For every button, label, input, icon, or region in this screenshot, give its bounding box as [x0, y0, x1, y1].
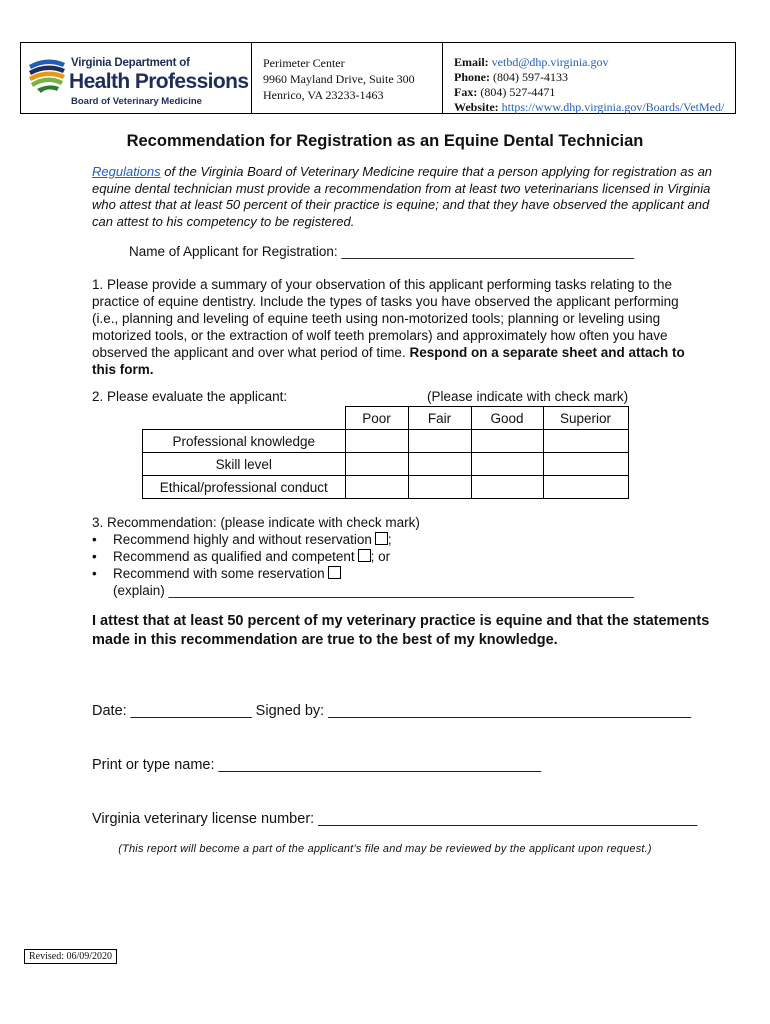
option-highly-suffix: ;	[387, 532, 392, 547]
logo-line-3: Board of Veterinary Medicine	[71, 96, 202, 107]
attestation-statement: I attest that at least 50 percent of my veterinary practice is equine and that the statements made in this recommendation are true to the best of my knowledge.	[92, 613, 710, 648]
license-number-field[interactable]: Virginia veterinary license number: _______________________________________________	[92, 811, 698, 827]
check-cell[interactable]	[345, 476, 408, 499]
bullet: •	[92, 566, 97, 581]
address-line-2: 9960 Mayland Drive, Suite 300	[263, 72, 415, 86]
column-fair: Fair	[408, 407, 471, 430]
checkbox-reservation[interactable]	[328, 566, 341, 579]
header-empty-cell	[143, 407, 346, 430]
table-row	[143, 476, 629, 499]
bullet: •	[92, 549, 97, 564]
date-signed-by-field[interactable]: Date: _______________ Signed by: _____________________________________________	[92, 703, 692, 719]
dhp-logo-icon	[27, 53, 67, 103]
column-poor: Poor	[345, 407, 408, 430]
print-name-field[interactable]: Print or type name: ________________________________________	[92, 757, 542, 773]
table-row	[143, 453, 629, 476]
email-link[interactable]: vetbd@dhp.virginia.gov	[491, 55, 609, 69]
form-title: Recommendation for Registration as an Equine Dental Technician	[126, 132, 644, 150]
question-3	[92, 514, 634, 599]
question-1-instruction: Respond on a separate sheet and attach to this form.	[92, 345, 685, 377]
check-cell[interactable]	[543, 453, 628, 476]
checkbox-highly[interactable]	[375, 532, 388, 545]
fax-value: (804) 527-4471	[480, 85, 556, 99]
contact-cell	[442, 43, 735, 113]
contact-block	[454, 55, 724, 115]
check-cell[interactable]	[543, 476, 628, 499]
website-label: Website:	[454, 100, 499, 114]
email-label: Email:	[454, 55, 489, 69]
question-2-hint: (Please indicate with check mark)	[427, 389, 629, 404]
letterhead	[20, 42, 736, 114]
row-label-skill-level: Skill level	[143, 453, 346, 476]
website-link[interactable]: https://www.dhp.virginia.gov/Boards/VetMed/	[501, 100, 725, 114]
address-line-1: Perimeter Center	[263, 56, 345, 70]
option-reservation	[92, 565, 634, 582]
logo-cell	[21, 43, 252, 113]
evaluation-table	[142, 406, 629, 499]
footnote: (This report will become a part of the applicant’s file and may be reviewed by the applicant upon request.)	[118, 843, 652, 855]
regulations-link[interactable]: Regulations	[92, 164, 161, 179]
phone-label: Phone:	[454, 70, 490, 84]
check-cell[interactable]	[543, 430, 628, 453]
revision-date: Revised: 06/09/2020	[24, 949, 117, 964]
option-highly-label: Recommend highly and without reservation	[113, 532, 372, 547]
option-qualified-label: Recommend as qualified and competent	[113, 549, 355, 564]
question-1-text: 1. Please provide a summary of your observation of this applicant performing tasks relating to the practice of equine dentistry. Include the types of tasks you have observed the applicant performing (i.e., planning and leveling of equine teeth using non-motorized tools; planning or leveling using motorized tools, or the extraction of wolf teeth premolars) and approximately how often you have observed the applicant and over what period of time.	[92, 277, 679, 360]
logo-line-1: Virginia Department of	[71, 57, 190, 69]
option-qualified	[92, 548, 634, 565]
phone-value: (804) 597-4133	[493, 70, 568, 84]
row-label-ethical-conduct: Ethical/professional conduct	[143, 476, 346, 499]
question-3-heading: 3. Recommendation: (please indicate with check mark)	[92, 515, 420, 530]
applicant-name-field[interactable]: Name of Applicant for Registration: _______________________________________	[129, 244, 635, 259]
option-reservation-label: Recommend with some reservation	[113, 566, 325, 581]
check-cell[interactable]	[471, 453, 543, 476]
question-1	[92, 276, 692, 378]
address-cell	[251, 43, 443, 113]
evaluation-header-row	[143, 407, 629, 430]
check-cell[interactable]	[408, 453, 471, 476]
check-cell[interactable]	[408, 430, 471, 453]
explain-field[interactable]: (explain) ______________________________________________________________	[113, 583, 635, 598]
check-cell[interactable]	[471, 476, 543, 499]
option-highly	[92, 531, 634, 548]
question-2-label: 2. Please evaluate the applicant:	[92, 389, 288, 404]
fax-label: Fax:	[454, 85, 478, 99]
option-qualified-suffix: ; or	[370, 549, 391, 564]
check-cell[interactable]	[345, 430, 408, 453]
check-cell[interactable]	[408, 476, 471, 499]
column-superior: Superior	[543, 407, 628, 430]
table-row	[143, 430, 629, 453]
check-cell[interactable]	[345, 453, 408, 476]
logo-line-2: Health Professions	[69, 70, 249, 93]
intro-text: of the Virginia Board of Veterinary Medicine require that a person applying for registration as an equine dental technician must provide a recommendation from at least two veterinarians licensed in Virginia who attest that at least 50 percent of their practice is equine; and that they have observed the applicant and can attest to his competency to be registered.	[92, 164, 713, 229]
address-block	[263, 55, 415, 103]
row-label-professional-knowledge: Professional knowledge	[143, 430, 346, 453]
checkbox-qualified[interactable]	[358, 549, 371, 562]
intro-paragraph	[92, 164, 722, 230]
address-line-3: Henrico, VA 23233-1463	[263, 88, 384, 102]
check-cell[interactable]	[471, 430, 543, 453]
bullet: •	[92, 532, 97, 547]
column-good: Good	[471, 407, 543, 430]
